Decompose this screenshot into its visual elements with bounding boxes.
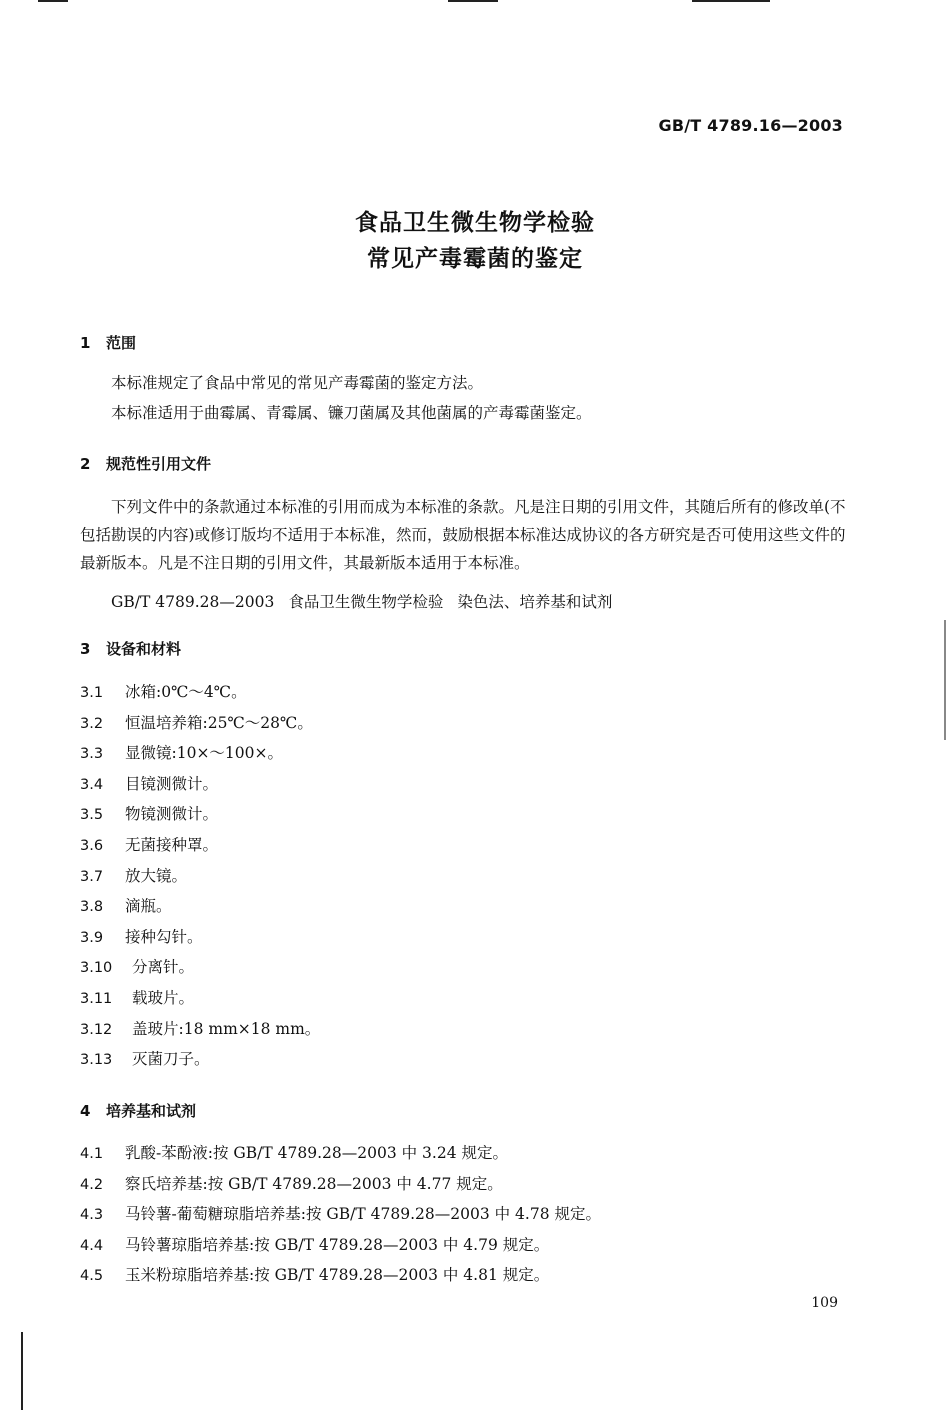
- section-title: 范围: [106, 334, 137, 352]
- document-title-line1: 食品卫生微生物学检验: [355, 210, 595, 236]
- item-number: 3.2: [80, 715, 104, 732]
- item-number: 3.11: [80, 991, 113, 1007]
- section-2-heading: [80, 453, 211, 474]
- list-item: [80, 1172, 503, 1194]
- item-number: 4.2: [80, 1176, 104, 1193]
- section-3-heading: [80, 638, 181, 659]
- item-text: 马铃薯-葡萄糖琼脂培养基:按 GB/T 4789.28—2003 中 4.78 规定。: [125, 1205, 601, 1224]
- list-item: [80, 1202, 601, 1224]
- document-title-line2: 常见产毒霉菌的鉴定: [367, 246, 583, 272]
- item-text: 放大镜。: [125, 866, 188, 885]
- item-number: 3.4: [80, 776, 104, 793]
- item-text: 物镜测微计。: [125, 805, 219, 824]
- item-text: 冰箱:0℃～4℃。: [125, 683, 247, 701]
- item-number: 3.6: [80, 838, 104, 854]
- scan-mark-right-edge: [944, 620, 946, 740]
- item-number: 3.12: [80, 1021, 113, 1038]
- item-text: 接种勾针。: [125, 927, 203, 946]
- section-title: 规范性引用文件: [106, 455, 212, 473]
- list-item: [80, 1047, 210, 1069]
- reference-code: GB/T 4789.28—2003: [111, 593, 275, 611]
- item-text: 目镜测微计。: [125, 774, 219, 793]
- list-item: [80, 1233, 549, 1255]
- item-text: 滴瓶。: [125, 897, 172, 916]
- item-text: 载玻片。: [132, 989, 195, 1007]
- item-number: 3.1: [80, 685, 104, 701]
- scan-mark-top-right: [692, 0, 770, 2]
- item-text: 察氏培养基:按 GB/T 4789.28—2003 中 4.77 规定。: [125, 1174, 503, 1193]
- list-item: [80, 711, 313, 733]
- list-item: [80, 680, 247, 702]
- list-item: [80, 986, 194, 1008]
- list-item: [80, 833, 218, 855]
- item-number: 3.10: [80, 960, 113, 977]
- section-4-heading: [80, 1100, 196, 1121]
- section-2-paragraph: 下列文件中的条款通过本标准的引用而成为本标准的条款。凡是注日期的引用文件，其随后所有的修改单(不包括勘误的内容)或修订版均不适用于本标准，然而，鼓励根据本标准达成协议的各方研究是否可使用这些文件的最新版本。凡是不注日期的引用文件，其最新版本适用于本标准。: [80, 498, 846, 572]
- scan-mark-bottom-left: [21, 1332, 23, 1410]
- item-number: 3.8: [80, 899, 104, 916]
- scan-mark-top-center: [448, 0, 498, 2]
- item-number: 4.4: [80, 1237, 104, 1254]
- item-text: 显微镜:10×～100×。: [125, 744, 284, 763]
- item-number: 4.5: [80, 1268, 104, 1285]
- normative-reference: [111, 590, 626, 612]
- section-number: 1: [80, 334, 91, 352]
- item-number: 4.1: [80, 1146, 104, 1162]
- list-item: [80, 741, 283, 763]
- item-text: 盖玻片:18 mm×18 mm。: [132, 1019, 321, 1038]
- section-1-paragraph-2: 本标准适用于曲霉属、青霉属、镰刀菌属及其他菌属的产毒霉菌鉴定。: [111, 404, 592, 422]
- list-item: [80, 894, 172, 916]
- item-number: 3.13: [80, 1052, 113, 1069]
- scan-mark-top-left: [38, 0, 68, 2]
- list-item: [80, 925, 203, 947]
- page-number: 109: [811, 1295, 838, 1311]
- list-item: [80, 1017, 320, 1039]
- list-item: [80, 802, 218, 824]
- item-text: 马铃薯琼脂培养基:按 GB/T 4789.28—2003 中 4.79 规定。: [125, 1235, 550, 1254]
- item-text: 分离针。: [132, 958, 195, 977]
- item-text: 恒温培养箱:25℃～28℃。: [125, 713, 313, 732]
- reference-subtitle: 染色法、培养基和试剂: [457, 593, 613, 611]
- section-number: 4: [80, 1102, 91, 1120]
- item-text: 灭菌刀子。: [132, 1050, 210, 1069]
- list-item: [80, 1141, 508, 1163]
- list-item: [80, 864, 187, 886]
- item-text: 无菌接种罩。: [125, 836, 219, 854]
- section-title: 设备和材料: [106, 640, 182, 658]
- section-1-heading: [80, 332, 136, 353]
- item-text: 玉米粉琼脂培养基:按 GB/T 4789.28—2003 中 4.81 规定。: [125, 1266, 550, 1285]
- item-number: 3.3: [80, 746, 104, 763]
- item-number: 4.3: [80, 1207, 104, 1224]
- item-number: 3.5: [80, 807, 104, 824]
- list-item: [80, 772, 218, 794]
- standard-number: GB/T 4789.16—2003: [658, 116, 843, 135]
- section-1-paragraph-1: 本标准规定了食品中常见的常见产毒霉菌的鉴定方法。: [111, 374, 484, 392]
- section-title: 培养基和试剂: [106, 1102, 197, 1120]
- item-text: 乳酸-苯酚液:按 GB/T 4789.28—2003 中 3.24 规定。: [125, 1144, 508, 1162]
- item-number: 3.7: [80, 868, 104, 885]
- list-item: [80, 955, 194, 977]
- section-number: 2: [80, 455, 91, 473]
- reference-title: 食品卫生微生物学检验: [288, 593, 444, 611]
- list-item: [80, 1263, 549, 1285]
- item-number: 3.9: [80, 929, 104, 946]
- section-number: 3: [80, 640, 91, 658]
